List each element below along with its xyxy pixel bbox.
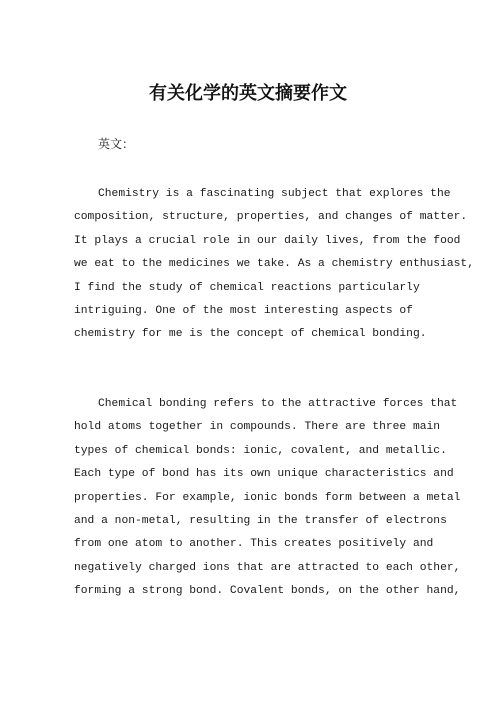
paragraph-line: negatively charged ions that are attracted to each other, xyxy=(74,561,461,574)
paragraph-line: we eat to the medicines we take. As a chemistry enthusiast, xyxy=(74,258,474,271)
paragraph xyxy=(74,183,474,347)
section-label: 英文： xyxy=(98,137,135,151)
paragraph-line: Chemistry is a fascinating subject that explores the xyxy=(98,188,451,200)
paragraph-line: and a non-metal, resulting in the transfer of electrons xyxy=(74,514,447,527)
paragraph-line: Each type of bond has its own unique characteristics and xyxy=(74,468,454,481)
paragraph-line: from one atom to another. This creates positively and xyxy=(74,538,434,551)
paragraph-line: forming a strong bond. Covalent bonds, on the other hand, xyxy=(74,585,461,598)
paragraph-line: I find the study of chemical reactions particularly xyxy=(74,281,420,294)
paragraph-line: It plays a crucial role in our daily lives, from the food xyxy=(74,234,461,247)
paragraph-line: properties. For example, ionic bonds form between a metal xyxy=(74,491,461,504)
paragraph-line: chemistry for me is the concept of chemical bonding. xyxy=(74,328,427,341)
document-title: 有关化学的英文摘要作文 xyxy=(149,83,347,104)
paragraph-line: Chemical bonding refers to the attractive forces that xyxy=(98,398,458,410)
paragraph-line: composition, structure, properties, and changes of matter. xyxy=(74,211,468,224)
paragraph xyxy=(74,393,461,604)
paragraph-line: hold atoms together in compounds. There are three main xyxy=(74,421,441,434)
paragraph-line: types of chemical bonds: ionic, covalent, and metallic. xyxy=(74,444,447,457)
paragraph-line: intriguing. One of the most interesting aspects of xyxy=(74,304,413,317)
